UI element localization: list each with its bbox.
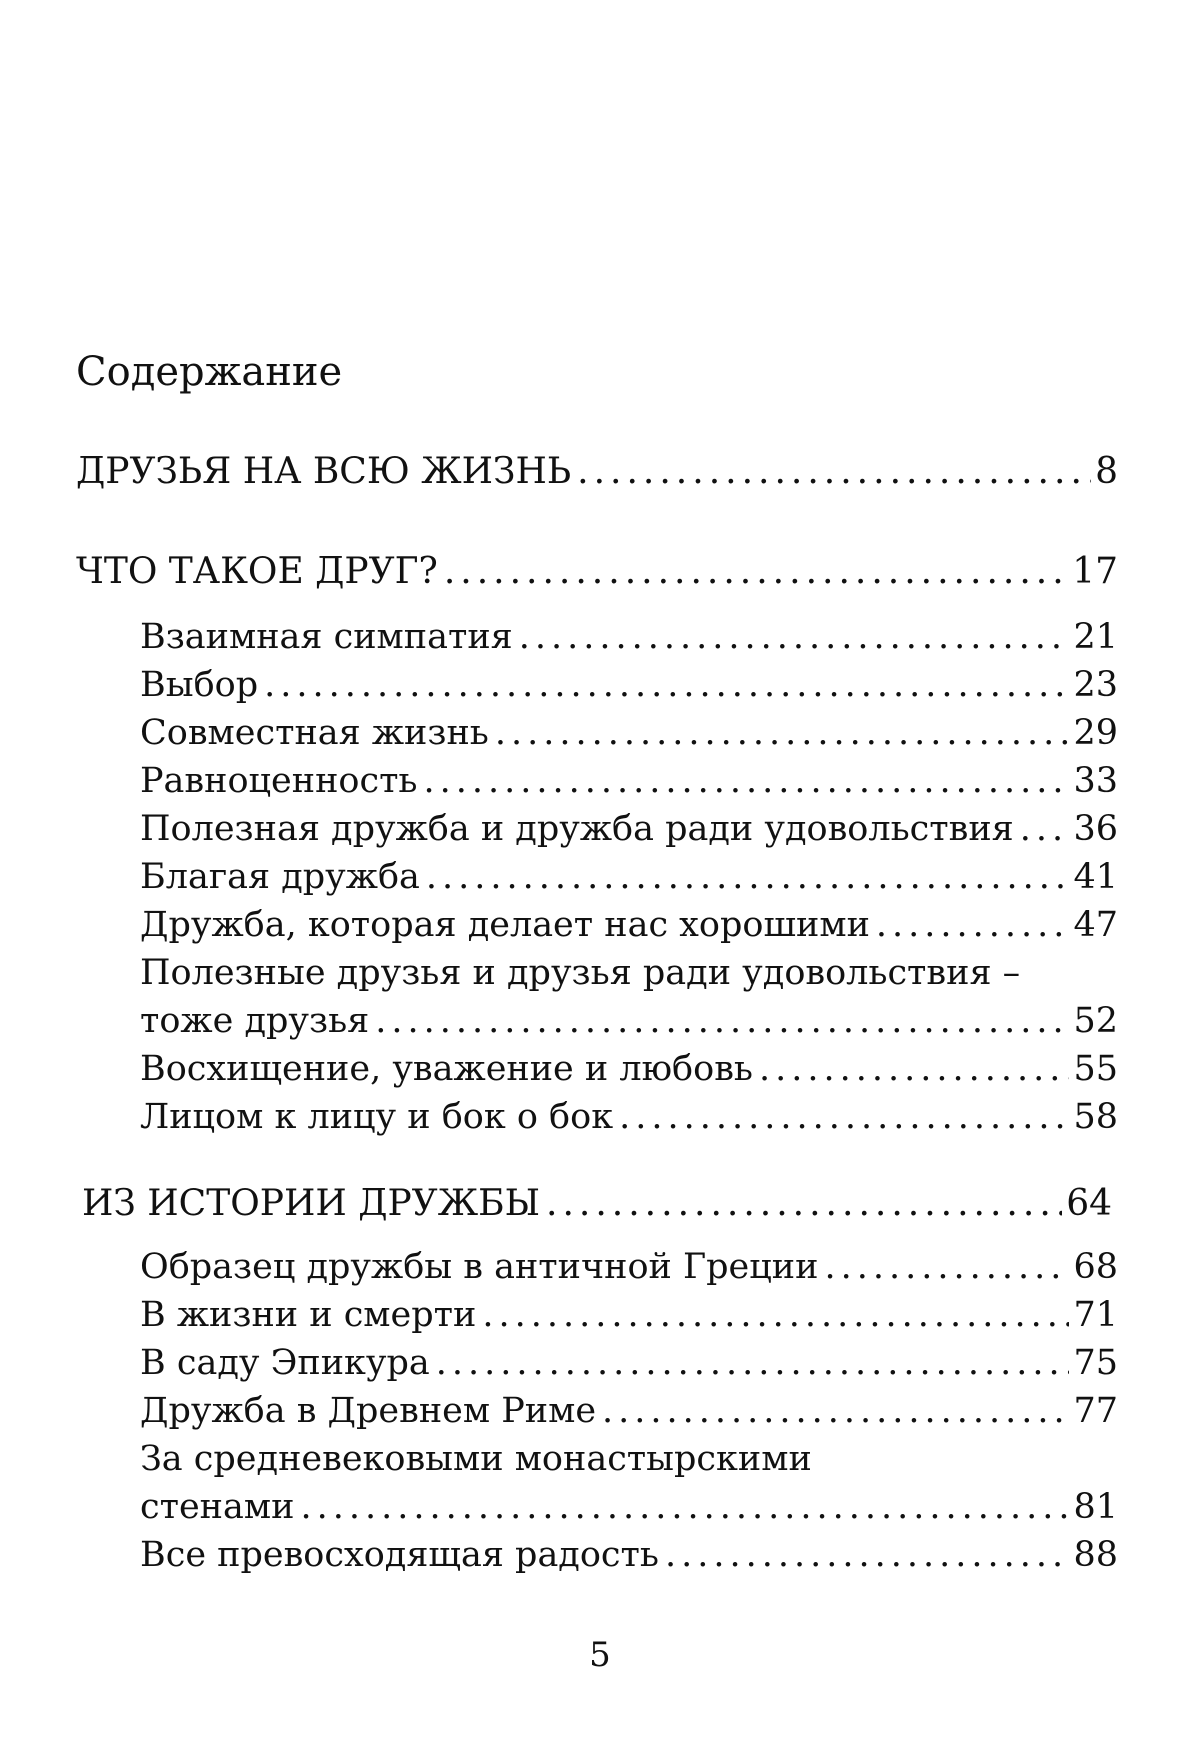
dot-leader [1020,812,1070,847]
toc-chapter-title-line2: стенами [140,1487,295,1527]
toc-part-3 [82,1183,1112,1224]
toc-part-title: ДРУЗЬЯ НА ВСЮ ЖИЗНЬ [76,451,572,492]
toc-chapter [140,809,1118,849]
toc-chapter-title-line2: тоже друзья [140,1001,370,1041]
toc-chapter [140,1295,1118,1335]
toc-part-1 [76,451,1118,492]
toc-chapter-page: 52 [1073,1001,1118,1041]
toc-chapter-title: Дружба в Древнем Риме [140,1391,597,1431]
toc-part-page: 64 [1066,1183,1112,1224]
toc-chapter-page: 23 [1073,665,1118,705]
dot-leader [300,1490,1069,1525]
toc-chapter [140,1535,1118,1575]
dot-leader [665,1538,1070,1573]
dot-leader [546,1186,1062,1222]
toc-chapter-page: 71 [1073,1295,1118,1335]
toc-chapter-page: 41 [1073,857,1118,897]
toc-chapter-title: Все превосходящая радость [140,1535,659,1575]
toc-chapter-page: 88 [1073,1535,1118,1575]
toc-chapter-title: Восхищение, уважение и любовь [140,1049,753,1089]
toc-chapter-page: 68 [1073,1247,1118,1287]
toc-chapter-title-line1: Полезные друзья и друзья ради удовольствия – [140,953,1021,993]
dot-leader [602,1394,1069,1429]
toc-chapter-title: Полезная дружба и дружба ради удовольствия [140,809,1014,849]
toc-chapter [140,713,1118,753]
toc-chapter-title: Благая дружба [140,857,420,897]
dot-leader [436,1346,1070,1381]
toc-chapter [140,1391,1118,1431]
toc-chapter [140,617,1118,657]
dot-leader [619,1100,1069,1135]
dot-leader [495,716,1070,751]
dot-leader [426,860,1070,895]
toc-chapter-page: 75 [1073,1343,1118,1383]
toc-part-title: ЧТО ТАКОЕ ДРУГ? [76,551,438,592]
dot-leader [264,668,1069,703]
dot-leader [424,764,1070,799]
toc-chapter-page: 47 [1073,905,1118,945]
toc-chapter-page: 33 [1073,761,1118,801]
page-number: 5 [589,1635,611,1675]
toc-chapter-page: 36 [1073,809,1118,849]
toc-chapter [140,1247,1118,1287]
toc-chapter-title-line1: За средневековыми монастырскими [140,1439,812,1479]
toc-part-page: 8 [1095,451,1118,492]
dot-leader [375,1004,1069,1039]
dot-leader [519,620,1070,655]
dot-leader [444,554,1068,590]
toc-chapter [140,1049,1118,1089]
dot-leader [824,1250,1069,1285]
toc-chapter-title: Равноценность [140,761,418,801]
toc-chapter [140,1487,1118,1527]
toc-chapter-title: Взаимная симпатия [140,617,513,657]
toc-chapter-title: В саду Эпикура [140,1343,430,1383]
toc-chapter [140,1001,1118,1041]
dot-leader [577,454,1091,490]
toc-chapter [140,761,1118,801]
toc-chapter-page: 55 [1073,1049,1118,1089]
toc-chapter-title: Образец дружбы в античной Греции [140,1247,819,1287]
dot-leader [876,908,1070,943]
toc-chapter-title: Выбор [140,665,259,705]
toc-chapter [140,1343,1118,1383]
toc-chapter-page: 21 [1073,617,1118,657]
toc-chapter-page: 29 [1073,713,1118,753]
toc-chapter-title: Совместная жизнь [140,713,489,753]
toc-part-title: ИЗ ИСТОРИИ ДРУЖБЫ [82,1183,541,1224]
toc-chapter-page: 81 [1073,1487,1118,1527]
toc-chapter-title: В жизни и смерти [140,1295,477,1335]
toc-heading: Содержание [76,349,343,395]
toc-chapter-title: Дружба, которая делает нас хорошими [140,905,870,945]
toc-chapter [140,905,1118,945]
toc-chapter [140,665,1118,705]
toc-chapter-page: 77 [1073,1391,1118,1431]
dot-leader [482,1298,1069,1333]
toc-chapter-title: Лицом к лицу и бок о бок [140,1097,614,1137]
toc-chapter [140,1097,1118,1137]
toc-chapter-page: 58 [1073,1097,1118,1137]
toc-part-2 [76,551,1118,592]
toc-chapter [140,857,1118,897]
dot-leader [759,1052,1069,1087]
toc-part-page: 17 [1072,551,1118,592]
